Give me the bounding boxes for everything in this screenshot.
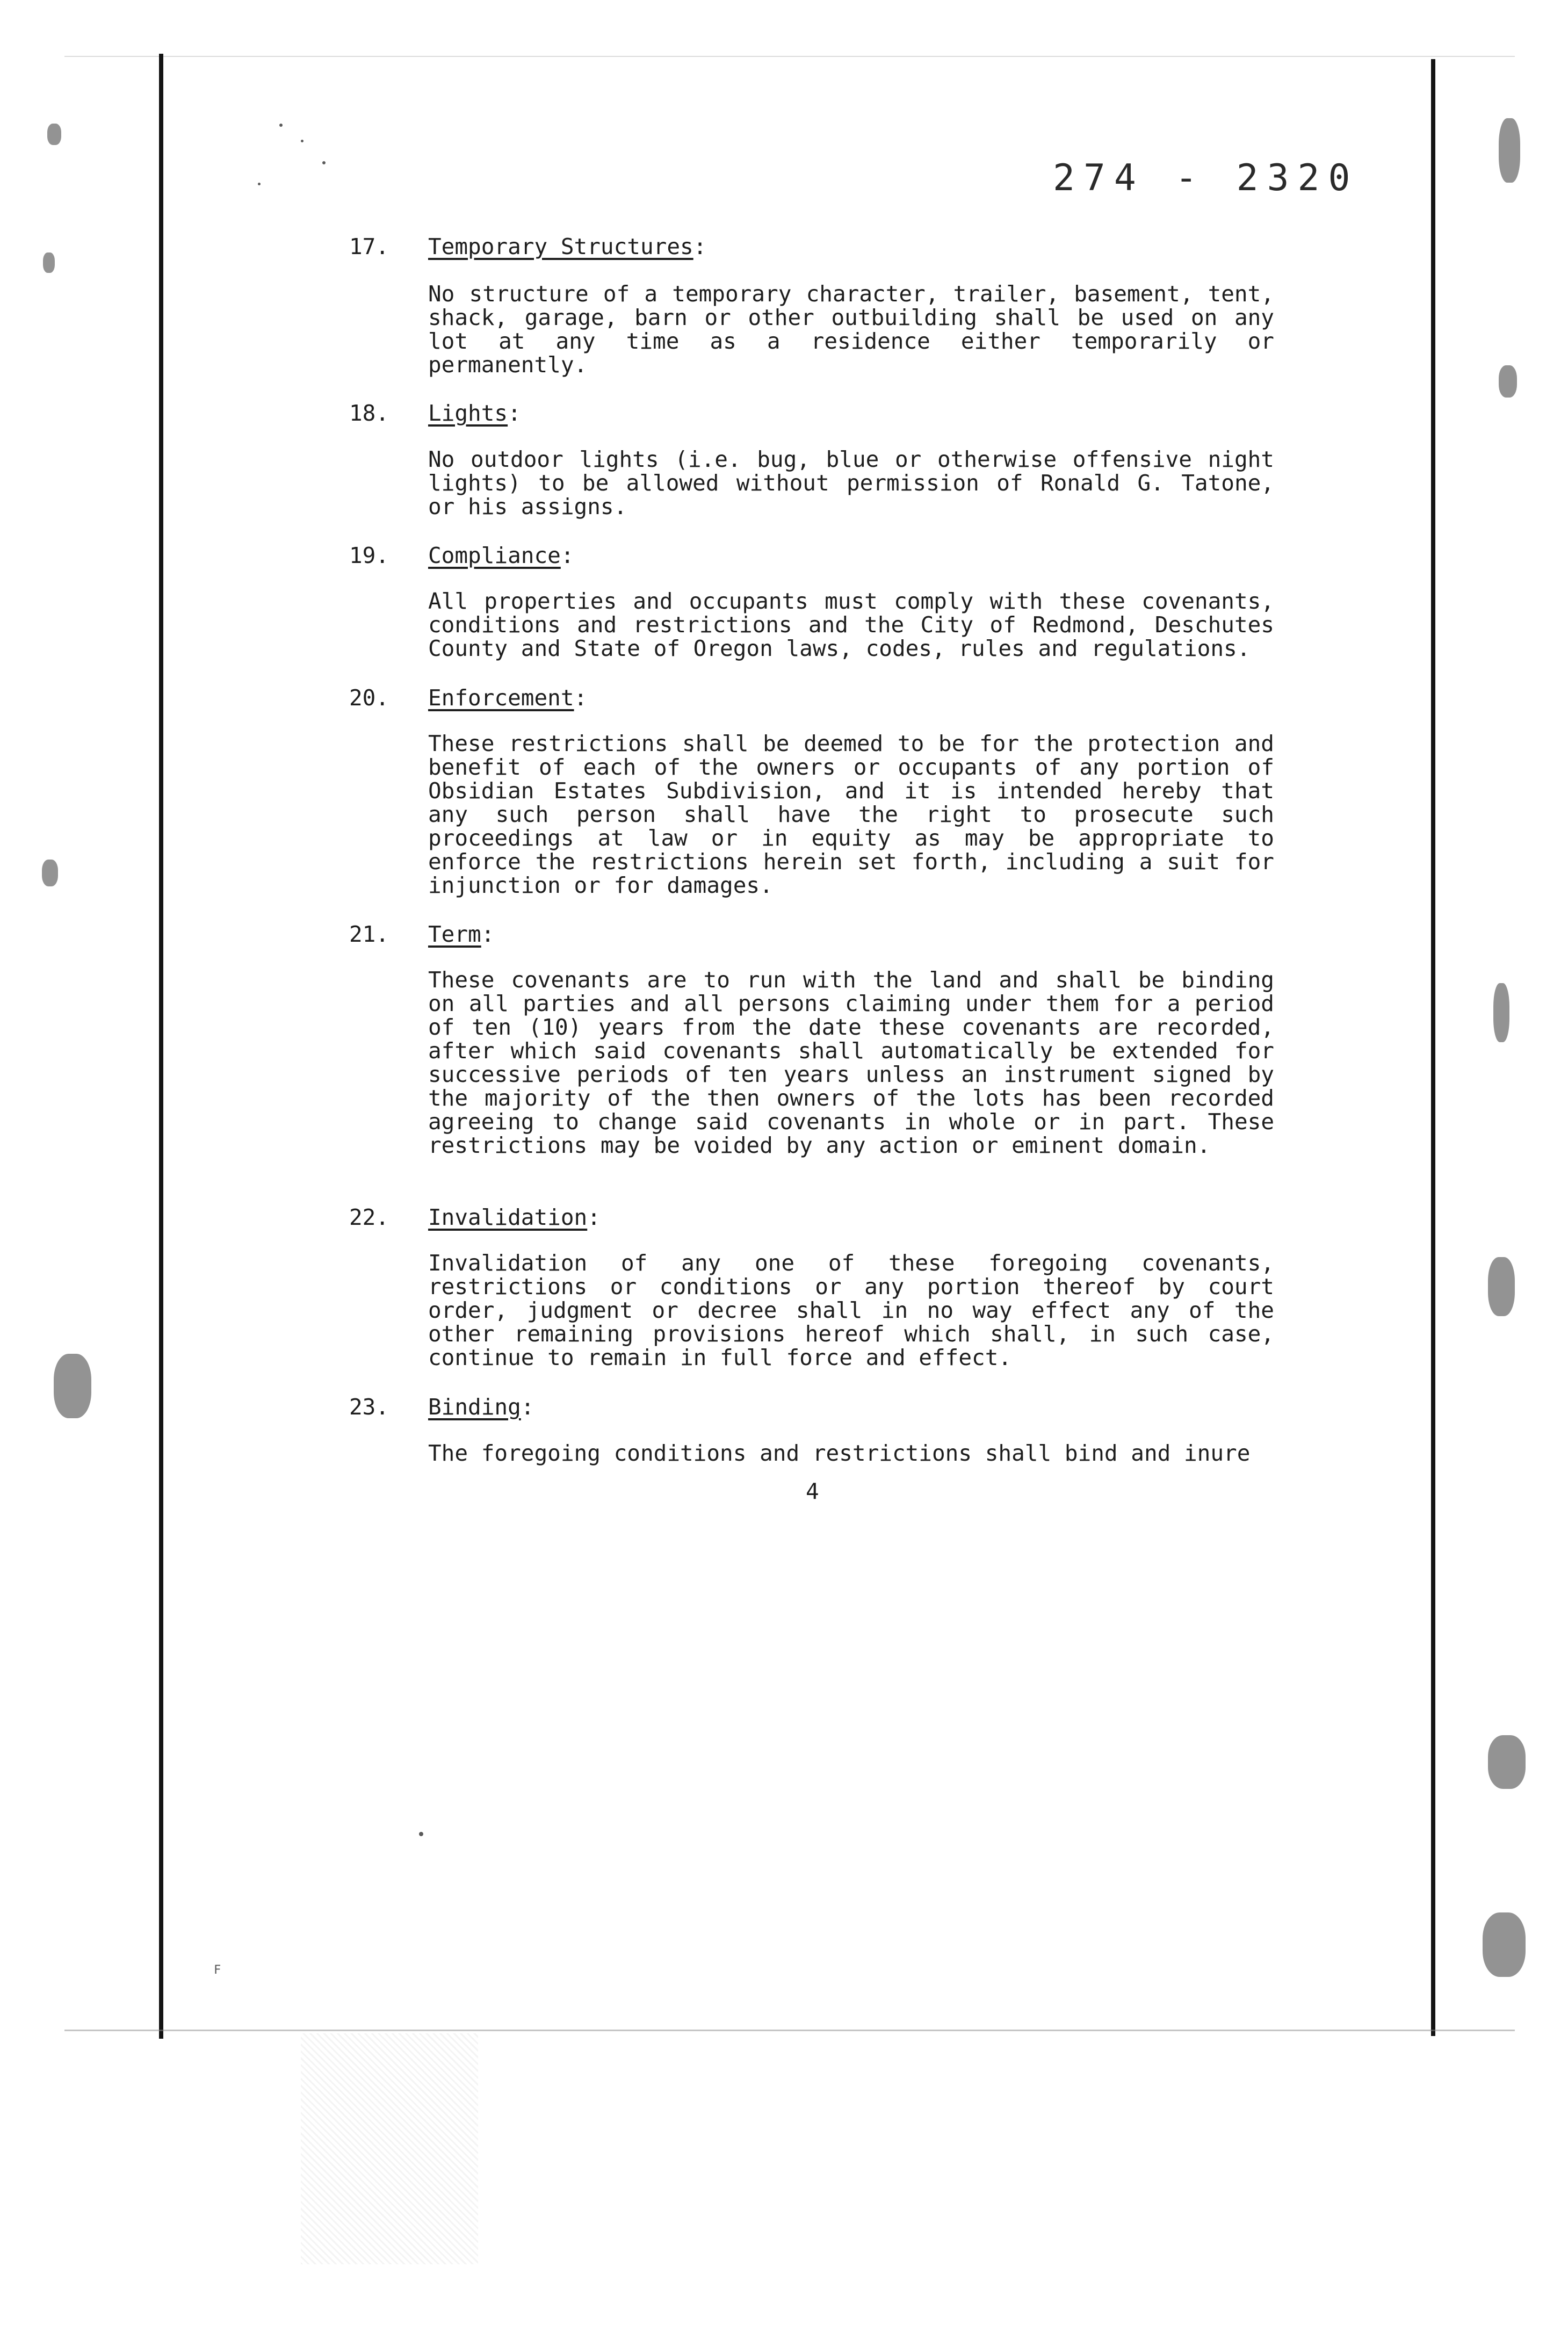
section-title: Lights [428, 400, 508, 426]
section-heading: Enforcement: [428, 685, 588, 711]
section-number: 19. [349, 543, 389, 568]
section-body: No outdoor lights (i.e. bug, blue or otherwise offensive night lights) to be allowed without permission of Ronald G. Tatone, or his assigns. [428, 446, 1274, 519]
section-title: Enforcement [428, 685, 574, 711]
section-number: 18. [349, 400, 389, 426]
edge-mark [1483, 1912, 1526, 1977]
edge-mark [1499, 118, 1520, 183]
page-number: 4 [806, 1478, 819, 1504]
edge-mark [42, 860, 58, 886]
section-number: 17. [349, 234, 389, 259]
section-number: 23. [349, 1394, 389, 1420]
section-heading: Temporary Structures: [428, 234, 707, 259]
speck [258, 183, 261, 185]
section-heading: Lights: [428, 400, 521, 426]
section-body: Invalidation of any one of these foregoing covenants, restrictions or conditions or any portion thereof by court order, judgment or decree shall in no way effect any of the other remaining provisions hereof which shall, in such case, continue to remain in full force and effect. [428, 1250, 1274, 1370]
bottom-scan-edge [64, 2030, 1515, 2031]
section-title: Temporary Structures [428, 234, 693, 259]
section-heading: Invalidation: [428, 1204, 601, 1230]
corner-mark: F [214, 1963, 221, 1977]
section-heading: Binding: [428, 1394, 534, 1420]
section-body: The foregoing conditions and restrictions shall bind and inure [428, 1440, 1251, 1466]
left-margin-rule [159, 54, 163, 2039]
top-scan-edge [64, 56, 1515, 57]
section-title: Compliance [428, 543, 561, 568]
section-title: Term [428, 921, 481, 947]
right-margin-rule [1431, 59, 1435, 2036]
scan-stub-noise [301, 2033, 478, 2264]
section-number: 20. [349, 685, 389, 711]
edge-mark [47, 124, 61, 145]
section-body: No structure of a temporary character, trailer, basement, tent, shack, garage, barn or other outbuilding shall be used on any lot at any time as a residence either temporarily or permanently. [428, 281, 1274, 378]
edge-mark [43, 252, 55, 273]
edge-mark [1488, 1735, 1526, 1789]
section-number: 21. [349, 921, 389, 947]
section-body: These restrictions shall be deemed to be for the protection and benefit of each of the owners or occupants of any portion of Obsidian Estates Subdivision, and it is intended hereby that any such person shall have the right to prosecute such proceedings at law or in equity as may be appropriate to enforce the restrictions herein set forth, including a suit for injunction or for damages. [428, 731, 1274, 898]
section-body: All properties and occupants must comply with these covenants, conditions and restrictions and the City of Redmond, Deschutes County and State of Oregon laws, codes, rules and regulations. [428, 588, 1274, 661]
speck [301, 140, 304, 142]
edge-mark [1493, 983, 1509, 1042]
section-title: Invalidation [428, 1204, 588, 1230]
document-number: 274 - 2320 [1053, 157, 1359, 199]
section-heading: Term: [428, 921, 495, 947]
edge-mark [1488, 1257, 1515, 1316]
edge-mark [1499, 365, 1517, 398]
section-title: Binding [428, 1394, 521, 1420]
speck [322, 161, 326, 164]
section-heading: Compliance: [428, 543, 574, 568]
speck [419, 1832, 423, 1836]
section-number: 22. [349, 1204, 389, 1230]
section-body: These covenants are to run with the land and shall be binding on all parties and all persons claiming under them for a period of ten (10) years from the date these covenants are recorded, after which said covenants shall automatically be extended for successive periods of ten years unless an instrument signed by the majority of the then owners of the lots has been recorded agreeing to change said covenants in whole or in part. These restrictions may be voided by any action or eminent domain. [428, 967, 1274, 1158]
speck [279, 124, 283, 127]
edge-mark [54, 1354, 91, 1418]
